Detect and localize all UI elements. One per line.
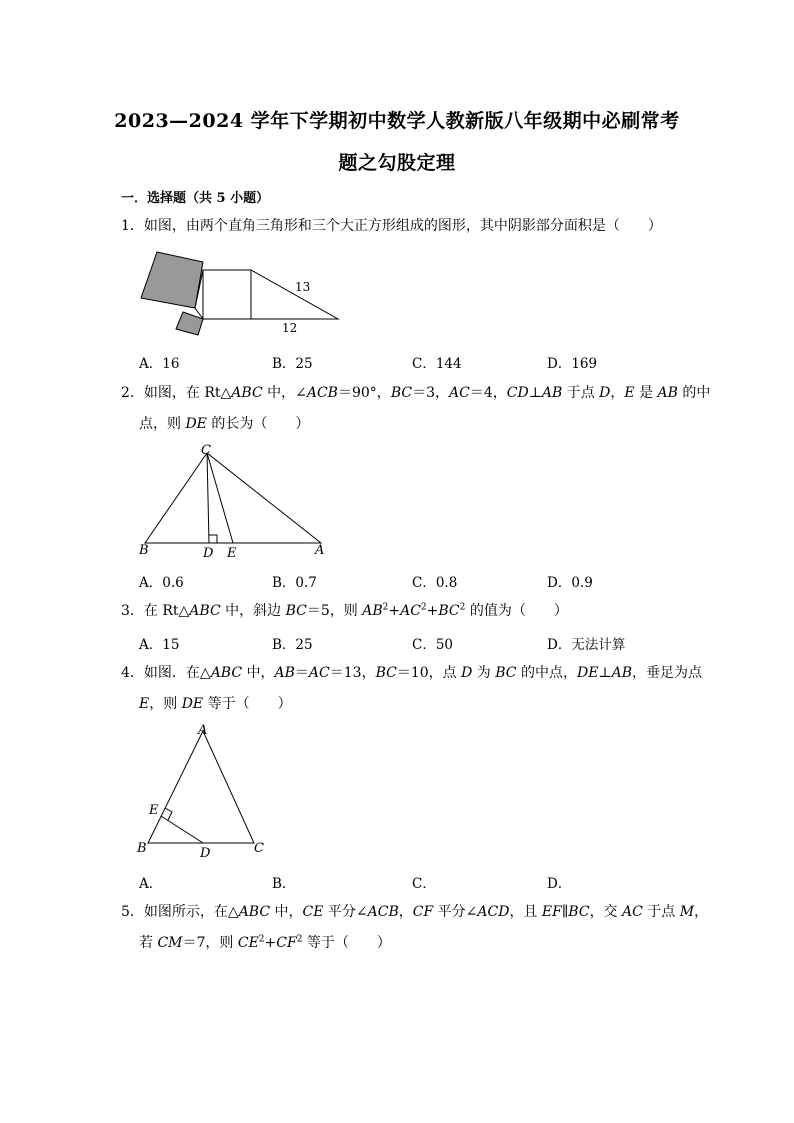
option-d[interactable]: D．无法计算: [547, 637, 626, 653]
option-b[interactable]: B．25: [272, 637, 313, 653]
label-a: A: [315, 543, 325, 558]
shaded-square-large: [141, 252, 203, 308]
page-title: 2023—2024 学年下学期初中数学人教新版八年级期中必刷常考: [114, 110, 680, 132]
option-a[interactable]: A．16: [139, 356, 180, 372]
option-d[interactable]: D．169: [547, 356, 598, 372]
option-a[interactable]: A．15: [139, 637, 180, 653]
median-ce: [207, 453, 233, 543]
shaded-square-small: [176, 312, 203, 335]
question-5-line-2: 若 CM＝7，则 $CE^2+CF^2$ 等于（ ）: [139, 934, 391, 951]
large-right-triangle: [251, 270, 338, 319]
option-d[interactable]: D．: [547, 876, 572, 892]
question-2-figure: [135, 442, 335, 562]
question-4-line-1: 4．如图．在△ABC 中，AB＝AC＝13，BC＝10，点 D 为 BC 的中点，DE⊥AB，垂足为点: [121, 665, 702, 681]
option-c[interactable]: C．144: [412, 356, 462, 372]
option-b[interactable]: B．25: [272, 356, 313, 372]
middle-square: [203, 270, 251, 319]
option-a[interactable]: A．: [139, 876, 163, 892]
label-d: D: [203, 546, 214, 561]
section-heading: 一．选择题（共 5 小题）: [121, 191, 270, 206]
segment-de: [161, 816, 203, 843]
question-4-options: [139, 872, 699, 892]
question-1-text: 1．如图，由两个直角三角形和三个大正方形组成的图形，其中阴影部分面积是（ ）: [121, 218, 662, 234]
right-angle-mark: [209, 535, 217, 543]
label-b: B: [139, 543, 149, 558]
question-2-line-2: 点，则 DE 的长为（ ）: [139, 416, 310, 432]
option-b[interactable]: B．0.7: [272, 575, 317, 591]
label-12: 12: [282, 321, 298, 335]
question-2-options: [139, 571, 699, 591]
option-a[interactable]: A．0.6: [139, 575, 184, 591]
option-b[interactable]: B．: [272, 876, 296, 892]
label-a: A: [198, 723, 208, 738]
altitude-cd: [207, 453, 209, 543]
question-2-line-1: 2．如图，在 Rt△ABC 中，∠ACB＝90°，BC＝3，AC＝4，CD⊥AB 于点 D，E 是 AB 的中: [121, 385, 711, 401]
label-c: C: [254, 841, 264, 856]
question-1-figure: [140, 248, 340, 340]
question-5-line-1: 5．如图所示，在△ABC 中，CE 平分∠ACB，CF 平分∠ACD，且 EF∥BC，交 AC 于点 M，: [121, 904, 709, 920]
label-b: B: [137, 841, 147, 856]
option-d[interactable]: D．0.9: [547, 575, 593, 591]
label-e: E: [149, 803, 159, 818]
right-angle-mark: [165, 808, 172, 820]
triangle-abc: [148, 731, 254, 843]
question-1-options: [139, 352, 699, 372]
option-c[interactable]: C．50: [412, 637, 454, 653]
question-3-text: 3．在 Rt△ABC 中，斜边 BC＝5，则 $AB^2+AC^2+BC^2$ 的值为（ ）: [121, 602, 568, 619]
option-c[interactable]: C．0.8: [412, 575, 458, 591]
triangle-abc: [145, 453, 321, 543]
label-e: E: [227, 546, 237, 561]
question-4-line-2: E，则 DE 等于（ ）: [139, 696, 292, 712]
option-c[interactable]: C．: [412, 876, 436, 892]
label-c: C: [201, 443, 211, 458]
label-13: 13: [295, 280, 311, 294]
question-4-figure: [135, 722, 275, 862]
page-subtitle: 题之勾股定理: [338, 152, 456, 174]
label-d: D: [200, 846, 211, 861]
question-3-options: [139, 633, 699, 653]
